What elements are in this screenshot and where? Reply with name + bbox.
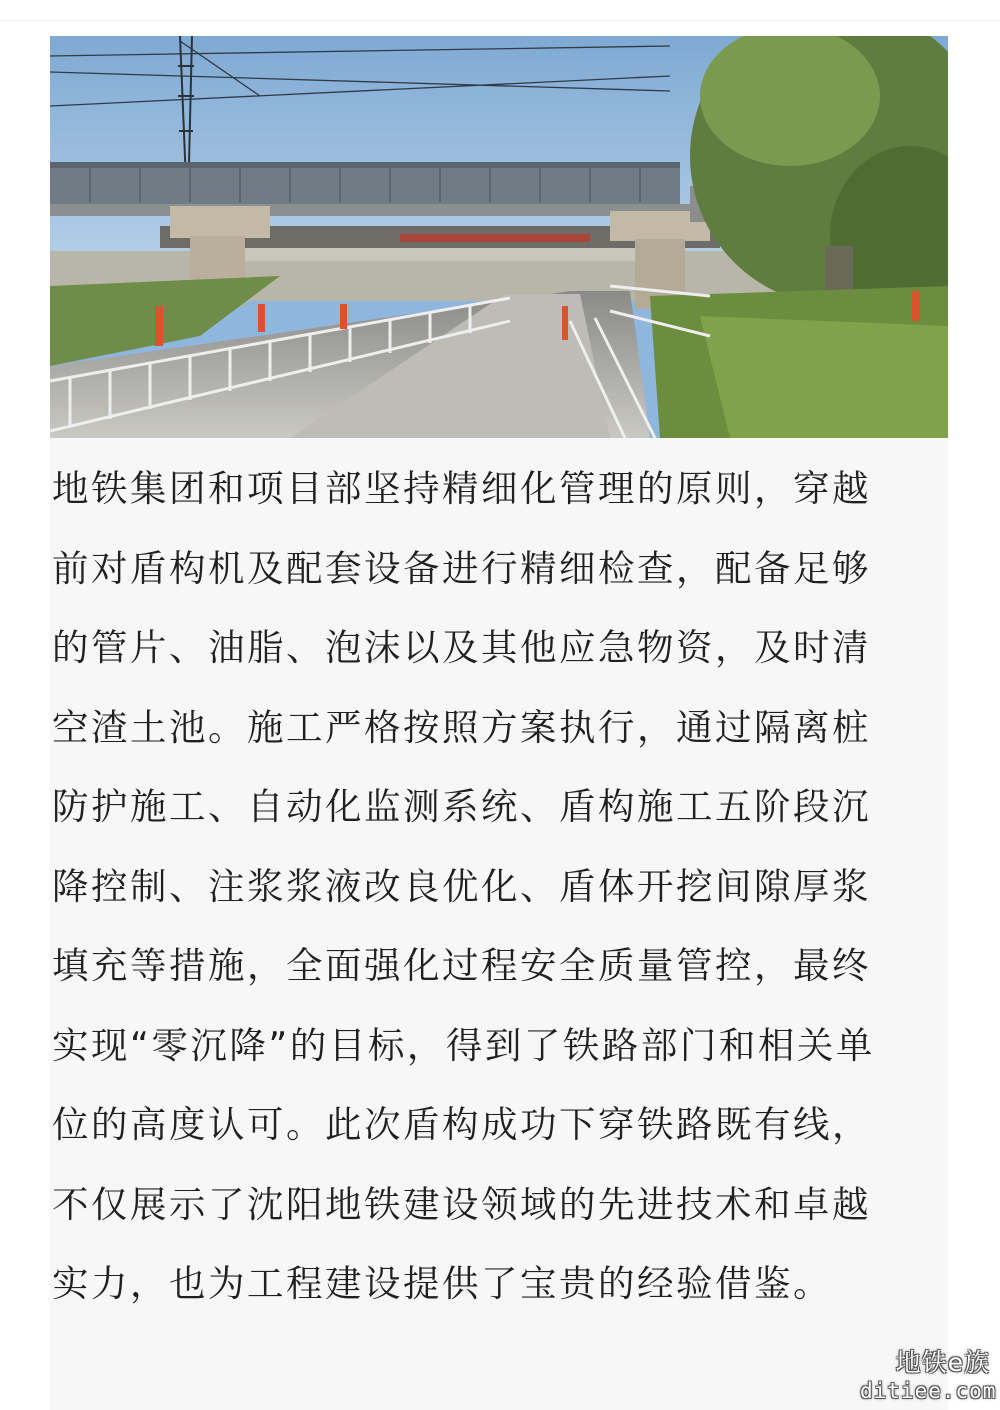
top-divider: [0, 20, 1000, 21]
railway-bridge-illustration: [50, 36, 948, 438]
site-watermark: [860, 1348, 997, 1404]
watermark-domain: ditiee.com: [860, 1379, 997, 1403]
railway-bridge-photo: [50, 36, 948, 438]
watermark-title: 地铁e族: [895, 1348, 990, 1377]
article-body-text: 地铁集团和项目部坚持精细化管理的原则，穿越 前对盾构机及配套设备进行精细检查，配备足够 的管片、油脂、泡沫以及其他应急物资，及时清 空渣土池。施工严格按照方案执行，通过隔离桩 防护施工、自动化监测系统、盾构施工五阶段沉 降控制、注浆浆液改良优化、盾体开挖间隙厚浆 填充等措施，全面强化过程安全质量管控，最终 实现“零沉降”的目标，得到了铁路部门和相关单 位的高度认可。此次盾构成功下穿铁路既有线， 不仅展示了沈阳地铁建设领域的先进技术和卓越 实力，也为工程建设提供了宝贵的经验借鉴。: [52, 467, 875, 1305]
